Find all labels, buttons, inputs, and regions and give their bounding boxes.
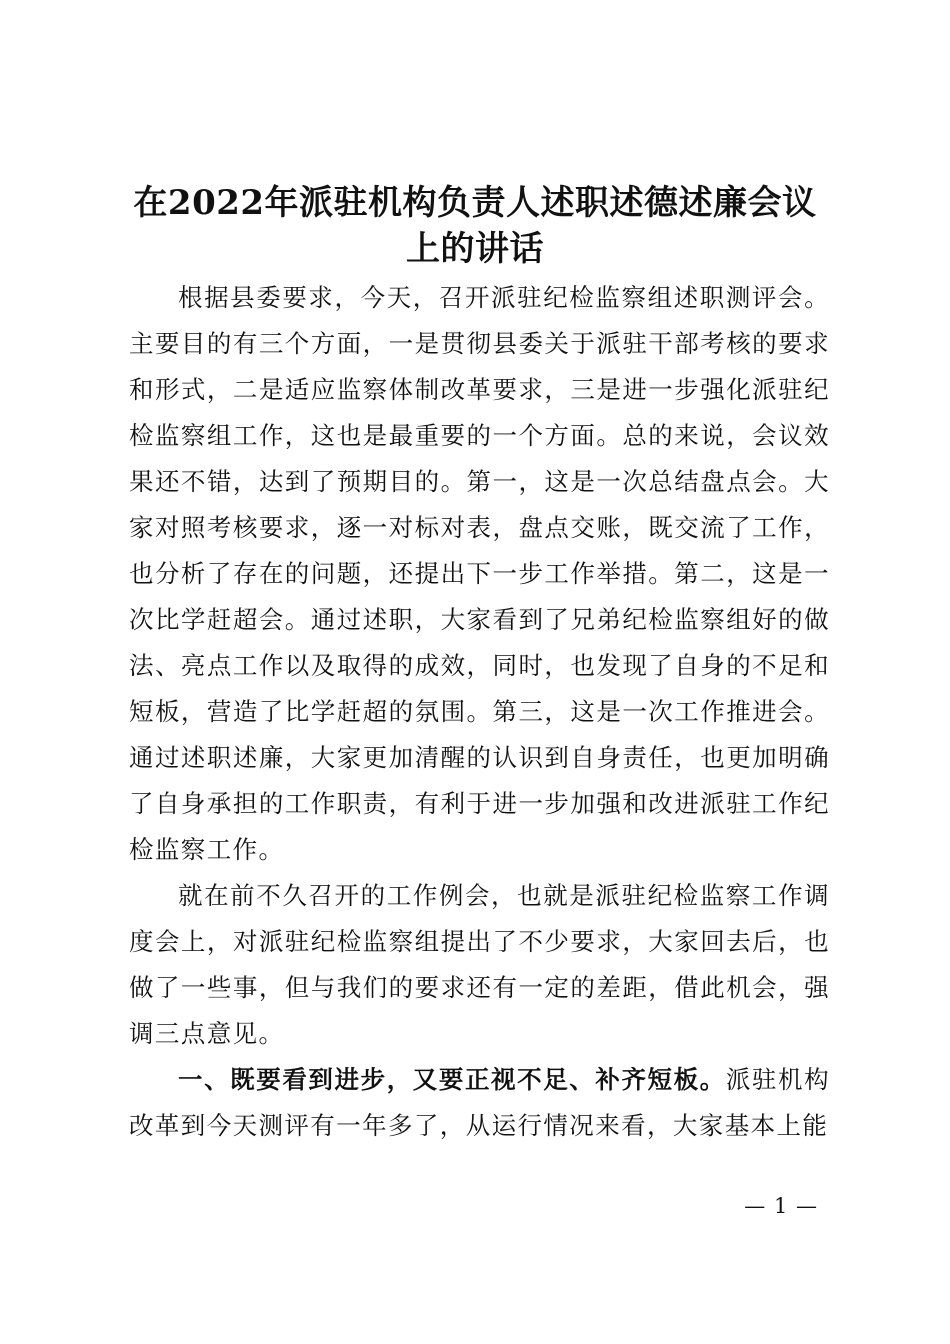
paragraph-3	[129, 1057, 830, 1149]
paragraph-2: 就在前不久召开的工作例会，也就是派驻纪检监察工作调度会上，对派驻纪检监察组提出了不少要求，大家回去后，也做了一些事，但与我们的要求还有一定的差距，借此机会，强调三点意见。	[129, 881, 830, 1048]
document-body	[129, 275, 830, 1149]
paragraph-1: 根据县委要求，今天，召开派驻纪检监察组述职测评会。主要目的有三个方面，一是贯彻县委关于派驻干部考核的要求和形式，二是适应监察体制改革要求，三是进一步强化派驻纪检监察组工作，这也是最重要的一个方面。总的来说，会议效果还不错，达到了预期目的。第一，这是一次总结盘点会。大家对照考核要求，逐一对标对表，盘点交账，既交流了工作，也分析了存在的问题，还提出下一步工作举措。第二，这是一次比学赶超会。通过述职，大家看到了兄弟纪检监察组好的做法、亮点工作以及取得的成效，同时，也发现了自身的不足和短板，营造了比学赶超的氛围。第三，这是一次工作推进会。通过述职述廉，大家更加清醒的认识到自身责任，也更加明确了自身承担的工作职责，有利于进一步加强和改进派驻工作纪检监察工作。	[129, 283, 830, 864]
section-one-text: 派驻机构改革到今天测评有一年多了，从运行情况来看，大家基本上能	[129, 1065, 830, 1140]
document-title: 在2022年派驻机构负责人述职述德述廉会议上的讲话	[133, 183, 817, 269]
section-heading-one: 一、既要看到进步，又要正视不足、补齐短板。	[178, 1065, 726, 1094]
page-number: — 1 —	[744, 1194, 818, 1218]
